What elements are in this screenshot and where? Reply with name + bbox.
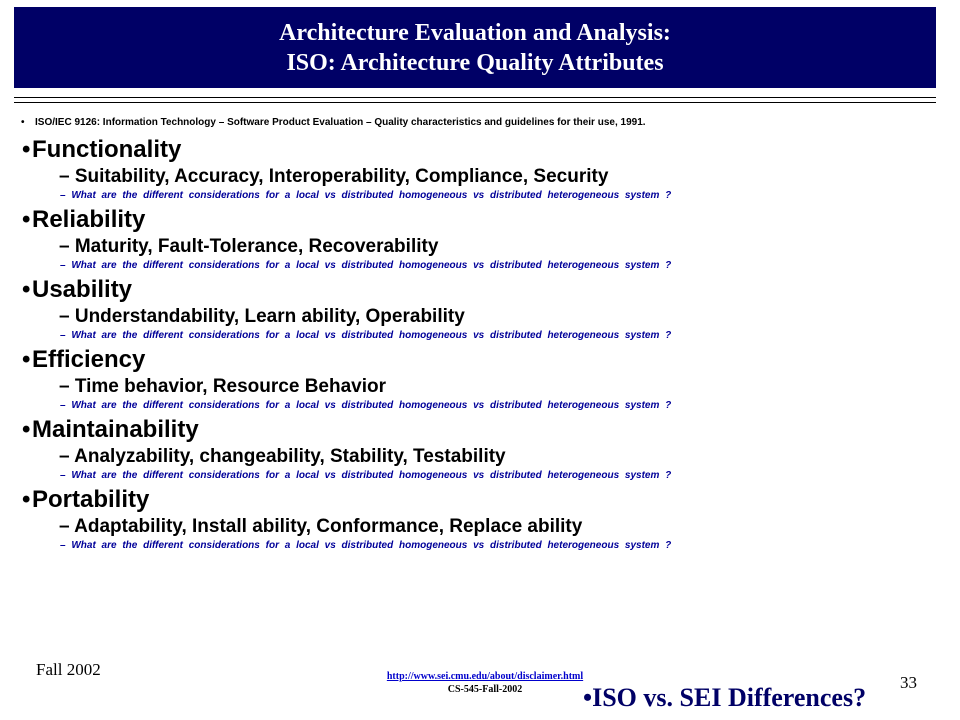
section-efficiency bbox=[18, 345, 928, 415]
section-portability bbox=[18, 485, 928, 555]
section-title bbox=[22, 205, 928, 235]
section-maintainability bbox=[18, 415, 928, 485]
section-title-text: Functionality bbox=[32, 136, 182, 163]
section-attributes: – Suitability, Accuracy, Interoperability, Compliance, Security bbox=[59, 166, 609, 187]
reference-note bbox=[18, 116, 928, 130]
section-attributes: – Understandability, Learn ability, Operability bbox=[59, 306, 465, 327]
section-title-text: Efficiency bbox=[32, 346, 146, 373]
footer-semester: Fall 2002 bbox=[36, 660, 101, 679]
section-question: – What are the different considerations for a local vs distributed homogeneous vs distributed heterogeneous system ? bbox=[60, 330, 672, 341]
section-title bbox=[22, 275, 928, 305]
section-title bbox=[22, 135, 928, 165]
section-question: – What are the different considerations for a local vs distributed homogeneous vs distributed heterogeneous system ? bbox=[60, 470, 672, 481]
section-question: – What are the different considerations for a local vs distributed homogeneous vs distributed heterogeneous system ? bbox=[60, 400, 672, 411]
section-question: – What are the different considerations for a local vs distributed homogeneous vs distributed heterogeneous system ? bbox=[60, 190, 672, 201]
section-title bbox=[22, 485, 928, 515]
section-question: – What are the different considerations for a local vs distributed homogeneous vs distributed heterogeneous system ? bbox=[60, 540, 672, 551]
section-title-text: Portability bbox=[32, 486, 150, 513]
footer-center bbox=[380, 670, 590, 696]
slide-title-line-1: Architecture Evaluation and Analysis: bbox=[279, 19, 671, 46]
section-title bbox=[22, 415, 928, 445]
slide-body bbox=[18, 116, 928, 555]
bullet: • bbox=[22, 416, 31, 443]
section-attributes: – Maturity, Fault-Tolerance, Recoverability bbox=[59, 236, 439, 257]
bullet: • bbox=[22, 206, 31, 233]
bullet: • bbox=[22, 136, 31, 163]
reference-bullet: • bbox=[21, 117, 25, 128]
section-question: – What are the different considerations for a local vs distributed homogeneous vs distributed heterogeneous system ? bbox=[60, 260, 672, 271]
disclaimer-link[interactable]: http://www.sei.cmu.edu/about/disclaimer.html bbox=[386, 671, 584, 682]
divider-rule-bottom bbox=[14, 102, 936, 103]
divider-rule-top bbox=[14, 97, 936, 98]
title-banner bbox=[14, 7, 936, 88]
page-number: 33 bbox=[900, 673, 917, 692]
section-title-text: Reliability bbox=[32, 206, 146, 233]
section-usability bbox=[18, 275, 928, 345]
section-title-text: Maintainability bbox=[32, 416, 199, 443]
closing-question: •ISO vs. SEI Differences? bbox=[583, 683, 867, 712]
section-attributes: – Adaptability, Install ability, Conformance, Replace ability bbox=[59, 516, 583, 537]
section-title bbox=[22, 345, 928, 375]
section-title-text: Usability bbox=[32, 276, 133, 303]
slide-title-line-2: ISO: Architecture Quality Attributes bbox=[286, 49, 664, 76]
section-functionality bbox=[18, 135, 928, 205]
course-code: CS-545-Fall-2002 bbox=[447, 684, 523, 695]
bullet: • bbox=[22, 486, 31, 513]
bullet: • bbox=[22, 346, 31, 373]
section-reliability bbox=[18, 205, 928, 275]
bullet: • bbox=[22, 276, 31, 303]
reference-text: ISO/IEC 9126: Information Technology – Software Product Evaluation – Quality characteristics and guidelines for their use, 1991. bbox=[35, 117, 646, 128]
section-attributes: – Analyzability, changeability, Stability, Testability bbox=[59, 446, 506, 467]
section-attributes: – Time behavior, Resource Behavior bbox=[59, 376, 387, 397]
